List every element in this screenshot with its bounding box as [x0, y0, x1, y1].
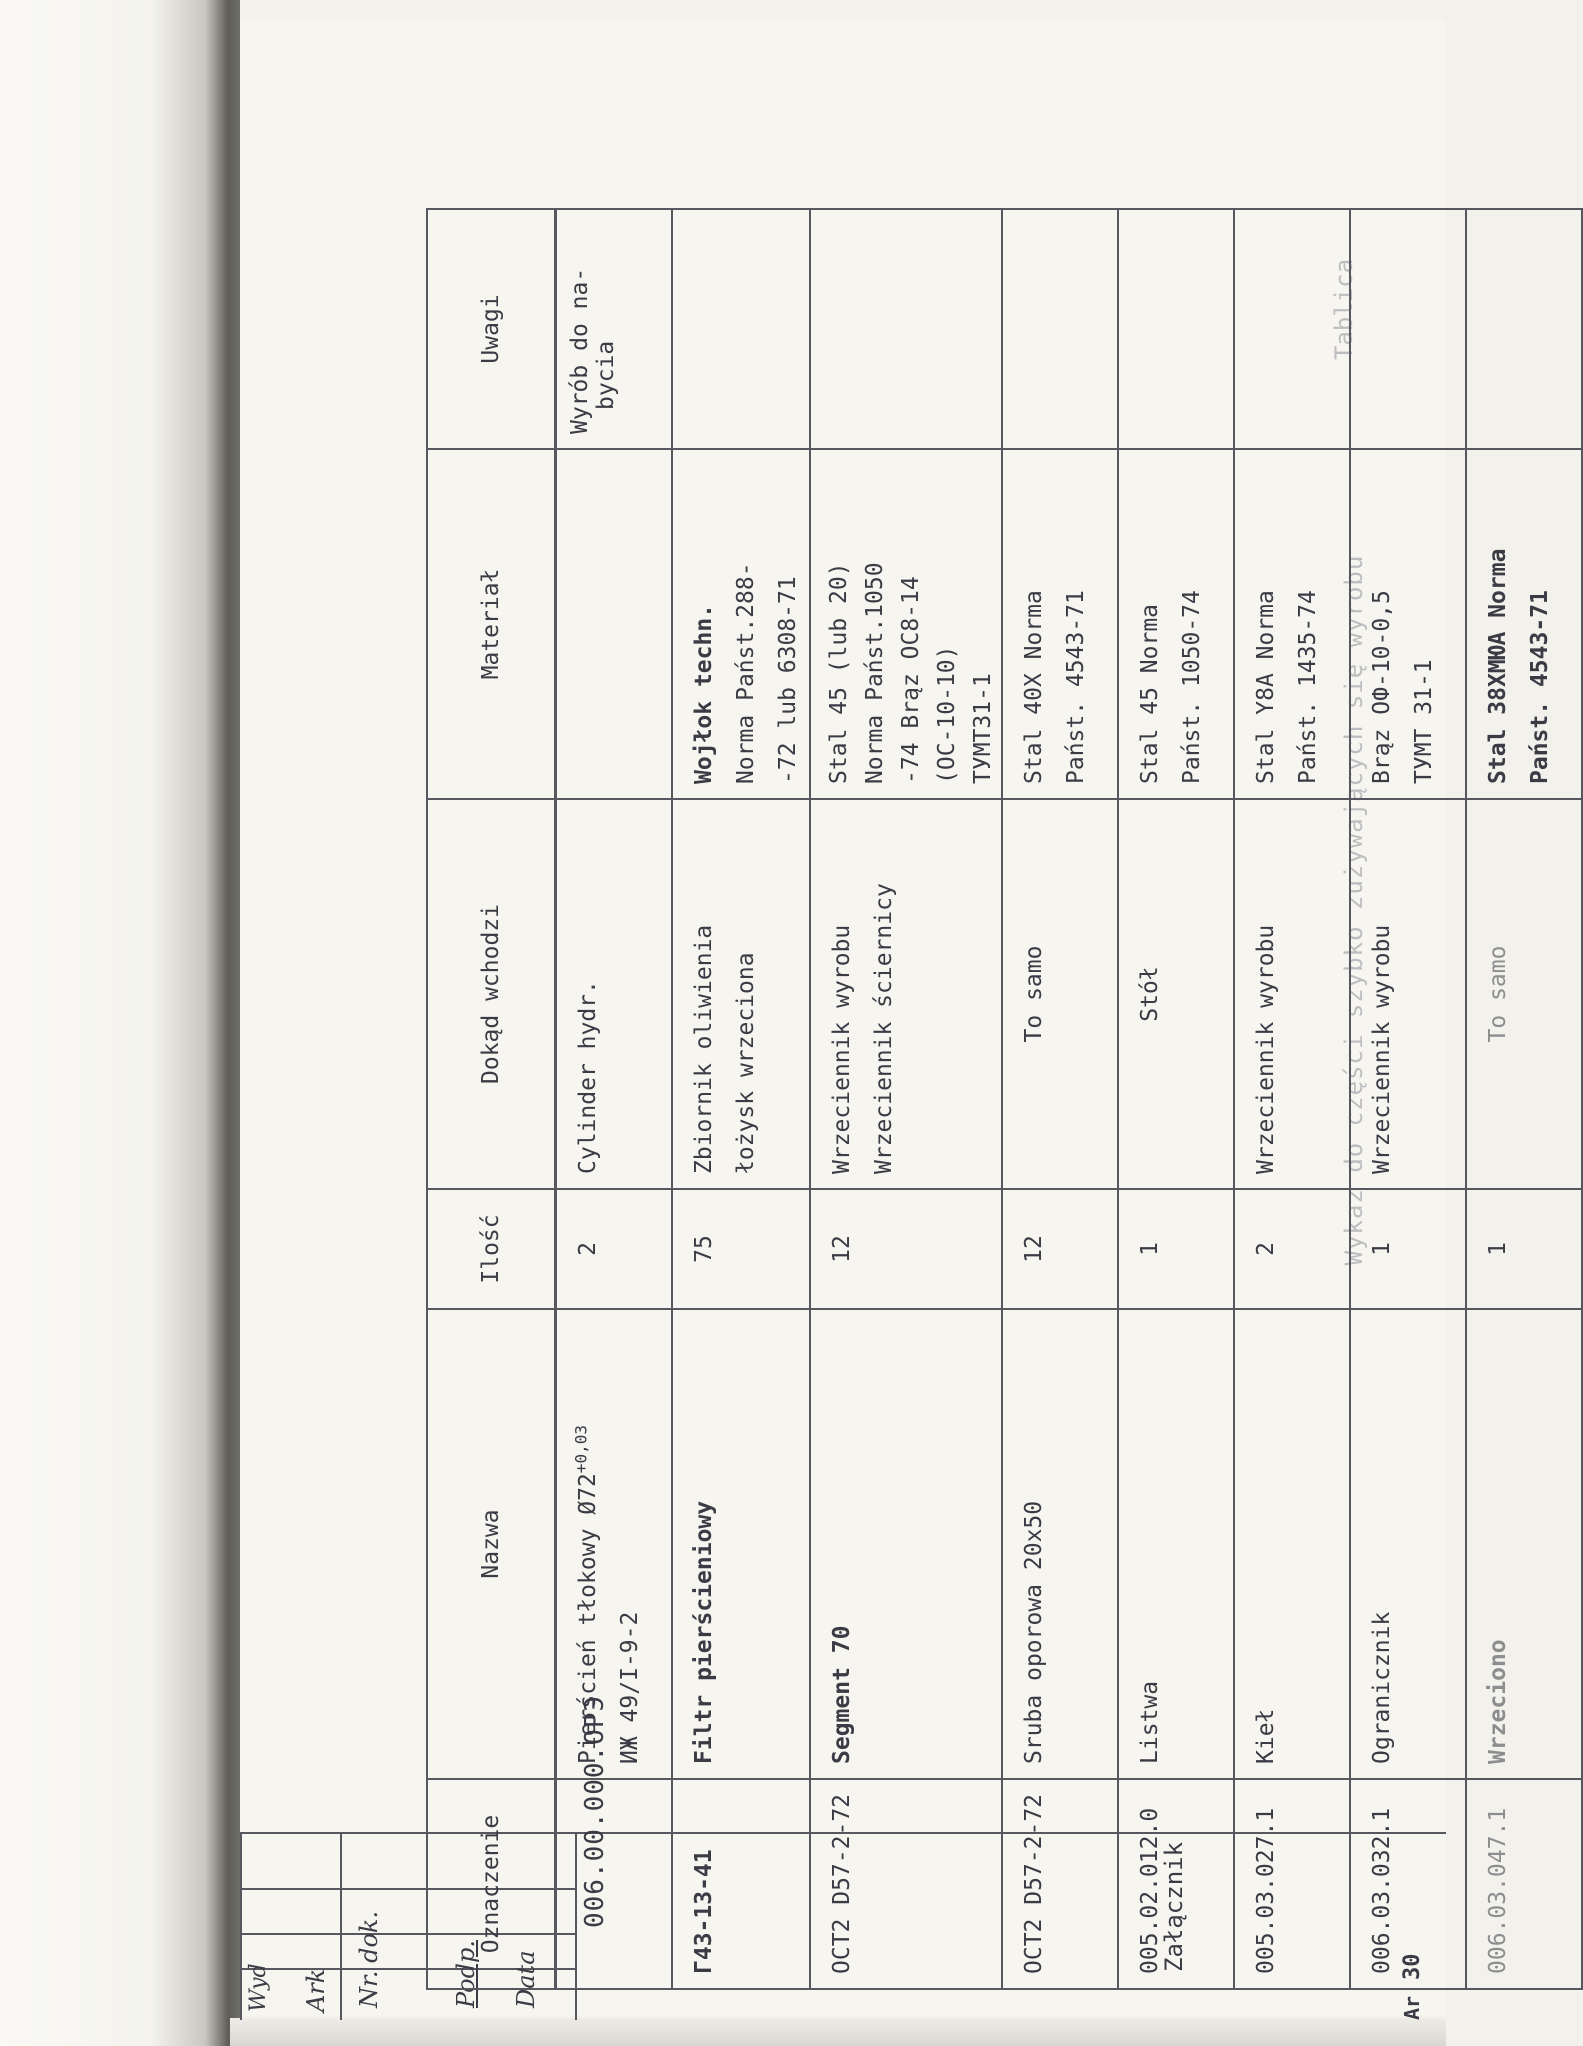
column-header-dokad: Dokąd wchodzi — [427, 799, 556, 1189]
cell-material — [810, 449, 1002, 799]
dest-line: Wrzeciennik wyrobu — [1253, 924, 1279, 1174]
cell-material — [1002, 449, 1118, 799]
parts-table — [426, 208, 1583, 1990]
table-row — [1466, 209, 1582, 1989]
dest-line: Wrzeciennik wyrobu — [1369, 924, 1395, 1174]
cell-name — [556, 1309, 673, 1779]
cell-material — [556, 449, 673, 799]
name-line: Wrzeciono — [1485, 1639, 1511, 1764]
material-line: Państ. 4543-71 — [1063, 590, 1089, 784]
column-header-ilosc: Ilość — [427, 1189, 556, 1309]
name-line: Pierścień tłokowy Ø72 — [575, 1473, 601, 1764]
label-nr-dok: Nr. dok. — [355, 1910, 383, 2008]
label-ark: Ark — [302, 1968, 330, 2012]
cell-notes — [1350, 209, 1466, 449]
material-line: Państ. 4543-71 — [1527, 590, 1553, 784]
cell-name — [1002, 1309, 1118, 1779]
cell-dest — [1466, 799, 1582, 1189]
material-line: Stal 40X Norma — [1021, 590, 1047, 784]
material-line: Wojłok techn. — [691, 603, 717, 784]
binding-shadow — [0, 0, 240, 2046]
cell-notes — [1466, 209, 1582, 449]
cell-code: 006.03.032.1 — [1350, 1779, 1466, 1989]
cell-code: 005.02.012.0 — [1118, 1779, 1234, 1989]
cell-name — [1234, 1309, 1350, 1779]
scan-edge — [230, 2018, 1446, 2046]
table-row — [1002, 209, 1118, 1989]
title-block-row-line — [240, 1834, 242, 2020]
cell-dest — [1234, 799, 1350, 1189]
name-line: Kieł — [1253, 1708, 1279, 1764]
material-line: -72 lub 6308-71 — [775, 576, 801, 784]
name-line: ИЖ 49/I-9-2 — [617, 1611, 643, 1764]
dest-line: Zbiornik oliwienia — [691, 924, 717, 1174]
cell-material — [1234, 449, 1350, 799]
cell-qty: 2 — [556, 1189, 673, 1309]
cell-material — [1350, 449, 1466, 799]
cell-qty: 12 — [810, 1189, 1002, 1309]
material-line: Norma Państ.1050 — [862, 562, 888, 784]
material-line: -74 Brąz OC8-14 — [898, 576, 924, 784]
material-line: Stal Y8A Norma — [1253, 590, 1279, 784]
dest-line: łożysk wrzeciona — [733, 952, 759, 1174]
drawing-number: 006.00.000.ОРЭ — [580, 1694, 610, 1928]
dest-line: Stół — [1137, 966, 1163, 1022]
material-line: ТУМТ 31-1 — [1411, 659, 1437, 784]
name-line: Sruba oporowa 20x50 — [1021, 1500, 1047, 1764]
cell-notes — [1234, 209, 1350, 449]
cell-code: Г43-13-41 — [672, 1779, 810, 1989]
attachment-label: Załącznik — [1160, 1841, 1188, 1972]
table-row — [810, 209, 1002, 1989]
cell-dest — [556, 799, 673, 1189]
cell-qty: 1 — [1118, 1189, 1234, 1309]
dest-line: To samo — [1485, 945, 1511, 1043]
dest-line: Wrzeciennik ściernicy — [871, 883, 897, 1174]
rotated-document-sheet — [240, 20, 1553, 2020]
column-header-oznaczenie: Oznaczenie — [427, 1779, 556, 1989]
cell-code: 005.03.027.1 — [1234, 1779, 1350, 1989]
column-header-material: Materiał — [427, 449, 556, 799]
material-line: Norma Państ.288- — [733, 562, 759, 784]
cell-dest — [1118, 799, 1234, 1189]
table-row — [1350, 209, 1466, 1989]
label-wyd: Wyd — [246, 1963, 271, 2012]
cell-qty: 1 — [1350, 1189, 1466, 1309]
material-line: Państ. 1435-74 — [1295, 590, 1321, 784]
material-line: Stal 38ХМЮА Norma — [1485, 548, 1511, 784]
document-caption: Wykaz do części szybko zużywających się wyrobu — [1340, 554, 1368, 1266]
table-row — [1234, 209, 1350, 1989]
cell-code: 006.03.047.1 — [1466, 1779, 1582, 1989]
material-line: ТУМТ31-1 — [970, 673, 996, 784]
table-label: Tablica — [1330, 258, 1358, 360]
cell-notes — [810, 209, 1002, 449]
cell-notes — [1118, 209, 1234, 449]
cell-dest — [810, 799, 1002, 1189]
material-line: (OC-10-10) — [934, 645, 960, 784]
cell-notes — [556, 209, 673, 449]
dest-line: Wrzeciennik wyrobu — [829, 924, 855, 1174]
notes-line: Wyrób do na- — [567, 267, 593, 434]
cell-material — [672, 449, 810, 799]
cell-name — [1466, 1309, 1582, 1779]
cell-code: OCT2 D57-2-72 — [810, 1779, 1002, 1989]
table-header-row — [427, 209, 556, 1989]
cell-material — [1118, 449, 1234, 799]
cell-qty: 75 — [672, 1189, 810, 1309]
material-line: Państ. 1050-74 — [1179, 590, 1205, 784]
sheet-number-fragment: 30 — [1400, 1953, 1425, 1980]
cell-qty: 12 — [1002, 1189, 1118, 1309]
label-data: Data — [512, 1950, 540, 2008]
cell-code: OCT2 D57-2-72 — [1002, 1779, 1118, 1989]
notes-line: bycia — [593, 340, 619, 410]
cell-code — [556, 1779, 673, 1989]
sheet-label-fragment: Ar — [1400, 1995, 1424, 2020]
dest-line: To samo — [1021, 945, 1047, 1043]
name-line: Segment 70 — [829, 1625, 855, 1764]
cell-dest — [1350, 799, 1466, 1189]
tolerance-superscript: +0,03 — [571, 1425, 591, 1474]
material-line: Brąz OФ-10-0,5 — [1369, 590, 1395, 784]
cell-name — [1118, 1309, 1234, 1779]
cell-name — [672, 1309, 810, 1779]
dest-line: Cylinder hydr. — [575, 980, 601, 1174]
cell-name — [1350, 1309, 1466, 1779]
name-line: Listwa — [1137, 1680, 1163, 1764]
label-podp: Podp. — [452, 1940, 480, 2008]
cell-notes — [672, 209, 810, 449]
title-block-col-line — [340, 1834, 342, 2020]
material-line: Stal 45 (lub 20) — [826, 562, 852, 784]
cell-notes — [1002, 209, 1118, 449]
column-header-nazwa: Nazwa — [427, 1309, 556, 1779]
cell-material — [1466, 449, 1582, 799]
column-header-uwagi: Uwagi — [427, 209, 556, 449]
name-line: Ogranicznik — [1369, 1611, 1395, 1764]
cell-qty: 2 — [1234, 1189, 1350, 1309]
material-line: Stal 45 Norma — [1137, 603, 1163, 784]
cell-dest — [672, 799, 810, 1189]
cell-dest — [1002, 799, 1118, 1189]
cell-name — [810, 1309, 1002, 1779]
table-row — [1118, 209, 1234, 1989]
cell-qty: 1 — [1466, 1189, 1582, 1309]
table-row — [672, 209, 810, 1989]
table-row — [556, 209, 673, 1989]
name-line: Filtr pierścieniowy — [691, 1500, 717, 1764]
